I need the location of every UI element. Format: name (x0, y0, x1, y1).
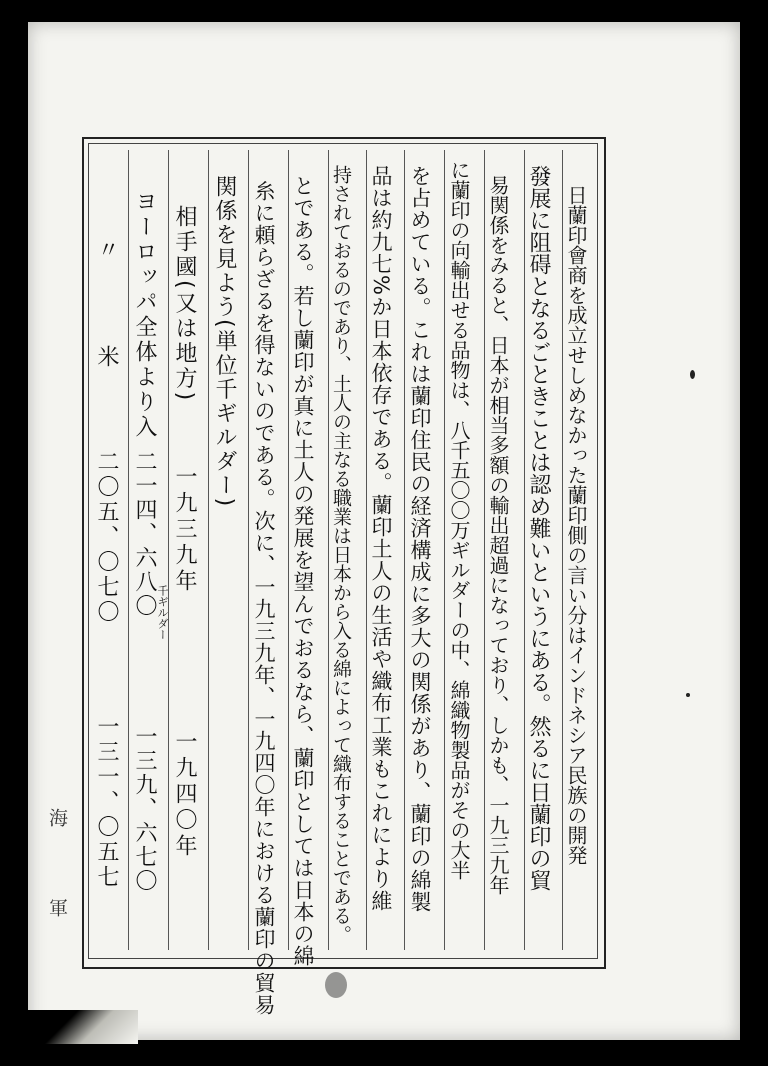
table-header-1940: 一九四〇年 (172, 730, 197, 860)
table-row-us-label: 米 (94, 345, 119, 368)
table-row-europe-label: ヨーロッパ全体より入 (132, 190, 157, 440)
text-line-10: 関係を見よう(単位千ギルダー) (212, 175, 237, 509)
text-line-8: とである。若し蘭印が真に土人の発展を望んでおるなら、蘭印としては日本の綿 (291, 175, 315, 967)
margin-char-navy-1: 海 (46, 808, 68, 827)
text-line-4: に蘭印の向輸出せる品物は、八千五〇〇万ギルダーの中、綿織物製品がその大半 (447, 160, 471, 880)
table-cell-europe-1940: 一三九、六七〇 (132, 725, 157, 893)
table-cell-europe-1939: 二一四、六八〇 (132, 450, 157, 618)
text-line-2: 發展に阻碍となるごときことは認め難いというにある。然るに日蘭印の貿 (526, 165, 551, 891)
ink-speck (690, 370, 695, 379)
table-unit-label: 千ギルダー (156, 585, 169, 640)
text-line-1: 日蘭印會商を成立せしめなかった蘭印側の言い分はインドネシア民族の開発 (564, 185, 588, 865)
text-line-7: 持されておるのであり、土人の主なる職業は日本から入る綿によって織布することである。 (330, 165, 352, 944)
text-line-9: 糸に頼らざるを得ないのである。次に、一九三九年、一九四〇年における蘭印の貿易 (252, 180, 276, 1016)
table-cell-us-1940: 一三一、〇五七 (94, 715, 119, 890)
text-line-5: を占めている。これは蘭印住民の経済構成に多大の関係があり、蘭印の綿製 (408, 165, 432, 913)
text-line-6: 品は約九七%か日本依存である。蘭印土人の生活や織布工業もこれにより維 (369, 165, 393, 912)
table-cell-us-1939: 二〇五、〇七〇 (94, 450, 119, 625)
table-header-region: 相手國(又は地方) (172, 205, 197, 404)
margin-char-navy-2: 軍 (46, 898, 68, 917)
table-header-1939: 一九三九年 (172, 465, 197, 595)
ink-blot (325, 972, 347, 998)
ink-speck (686, 693, 690, 697)
page-fold-corner (28, 1010, 138, 1044)
text-line-3: 易関係をみると、日本が相当多額の輸出超過になっており、しかも、一九三九年 (486, 175, 510, 895)
table-row-ditto-mark: 〃 (94, 238, 119, 261)
